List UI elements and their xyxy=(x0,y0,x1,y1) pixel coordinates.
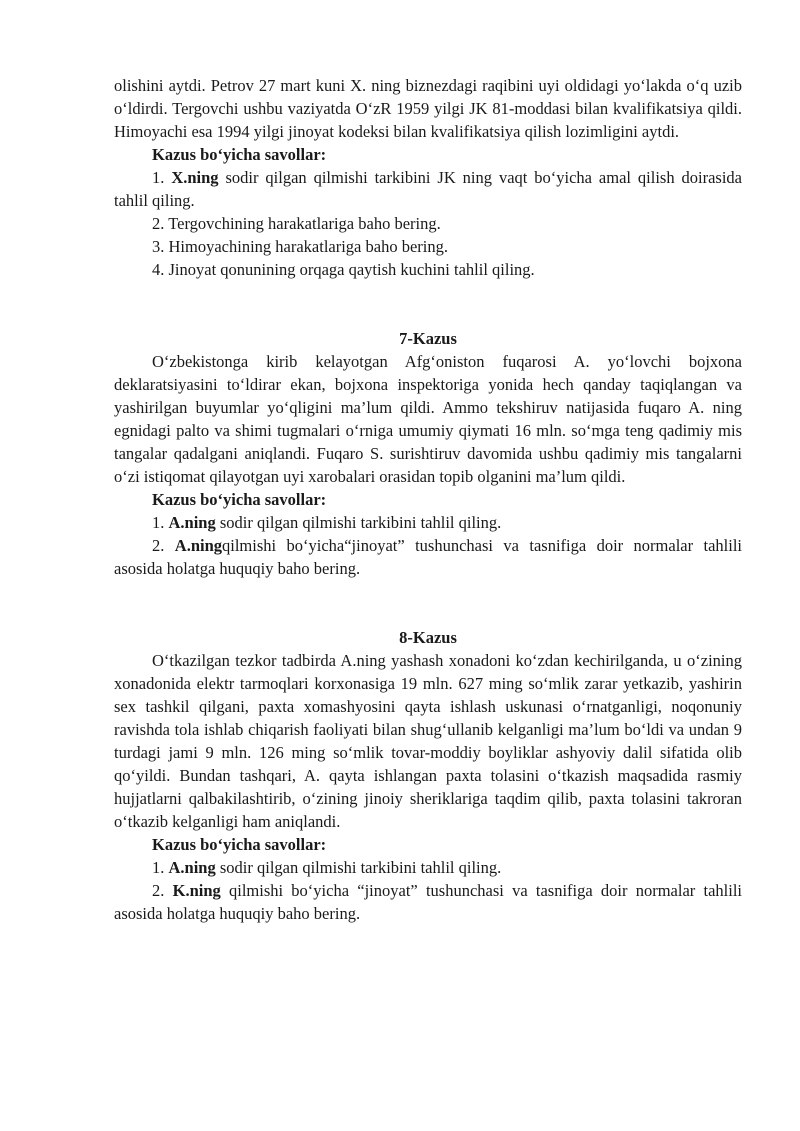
case7-q2-subject: A.ning xyxy=(174,536,223,555)
case7-q1-text: sodir qilgan qilmishi tarkibini tahlil qiling. xyxy=(215,513,502,532)
case8-title: 8-Kazus xyxy=(399,628,457,647)
case7-questions-heading: Kazus bo‘yicha savollar: xyxy=(152,490,327,509)
case8-questions-heading: Kazus bo‘yicha savollar: xyxy=(152,835,327,854)
case7-q1-subject: A.ning xyxy=(168,513,216,532)
case8-q1-subject: A.ning xyxy=(168,858,216,877)
intro-question-3: 3. Himoyachining harakatlariga baho bering. xyxy=(152,237,448,256)
case8-paragraph: O‘tkazilgan tezkor tadbirda A.ning yashash xonadoni ko‘zdan kechirilganda, u o‘zining xonadonida elektr tarmoqlari korxonasiga 19 mln. 627 ming so‘mlik zarar yetkazib, yashirin sex tashkil qilgani, paxta xomashyosini qayta ishlash uskunasi o‘rnatganligi, noqonuniy ravishda tola ishlab chiqarish faoliyati bilan shug‘ullanib kelganligi ma’lum bo‘ldi va undan 9 turdagi jami 9 mln. 126 ming so‘mlik tovar-moddiy boyliklar ashyoviy dalil sifatida olib qo‘yildi. Bundan tashqari, A. qayta ishlangan paxta tolasini o‘tkazish maqsadida rasmiy hujjatlarni qalbakilashtirib, o‘zining jinoiy sheriklariga taqdim qilib, paxta tolasini takroran o‘tkazib kelganligi ham aniqlandi. xyxy=(114,651,742,831)
case8-q2-number: 2. xyxy=(152,881,173,900)
case7-question-1 xyxy=(114,511,742,534)
case7-title: 7-Kazus xyxy=(399,329,457,348)
case8-q1-text: sodir qilgan qilmishi tarkibini tahlil qiling. xyxy=(215,858,502,877)
case7-paragraph: O‘zbekistonga kirib kelayotgan Afg‘oniston fuqarosi A. yo‘lovchi bojxona deklaratsiyasini to‘ldirar ekan, bojxona inspektoriga yonida hech qanday taqiqlangan va yashirilgan buyumlar yo‘qligini ma’lum qildi. Ammo tekshiruv natijasida fuqaro A. ning egnidagi palto va shimi tugmalari o‘rniga umumiy qiymati 16 mln. so‘mga teng qadimiy mis tangalar qadalgani aniqlandi. Fuqaro S. surishtiruv davomida ushbu qadimiy mis tangalarni o‘zi istiqomat qilayotgan uyi xarobalari orasidan topib olganini ma’lum qildi. xyxy=(114,352,742,486)
intro-q1-subject: X.ning xyxy=(171,168,219,187)
intro-q1-text: sodir qilgan qilmishi tarkibini JK ning vaqt bo‘yicha amal qilish doirasida tahlil qiling. xyxy=(114,168,743,210)
intro-question-1 xyxy=(114,166,742,212)
intro-question-2: 2. Tergovchining harakatlariga baho bering. xyxy=(152,214,441,233)
document-page xyxy=(114,74,742,925)
intro-question-4: 4. Jinoyat qonunining orqaga qaytish kuchini tahlil qiling. xyxy=(152,260,535,279)
section-spacer xyxy=(114,580,742,626)
case8-question-2 xyxy=(114,879,742,925)
intro-q1-number: 1. xyxy=(152,168,165,187)
case8-question-1 xyxy=(114,856,742,879)
case8-q2-subject: K.ning xyxy=(172,881,221,900)
section-spacer xyxy=(114,281,742,327)
case8-q1-number: 1. xyxy=(152,858,169,877)
case7-q1-number: 1. xyxy=(152,513,169,532)
intro-paragraph: olishini aytdi. Petrov 27 mart kuni X. ning biznezdagi raqibini uyi oldidagi yo‘lakda o‘q uzib o‘ldirdi. Tergovchi ushbu vaziyatda O‘zR 1959 yilgi JK 81-moddasi bilan kvalifikatsiya qildi. Himoyachi esa 1994 yilgi jinoyat kodeksi bilan kvalifikatsiya qilish lozimligini aytdi. xyxy=(114,76,742,141)
case7-q2-number: 2. xyxy=(152,536,175,555)
case7-q2-text: qilmishi bo‘yicha“jinoyat” tushunchasi va tasnifiga doir normalar tahlili asosida holatga huquqiy baho bering. xyxy=(114,536,743,578)
intro-questions-heading: Kazus bo‘yicha savollar: xyxy=(152,145,327,164)
case8-q2-text: qilmishi bo‘yicha “jinoyat” tushunchasi va tasnifiga doir normalar tahlili asosida holatga huquqiy baho bering. xyxy=(114,881,743,923)
case7-question-2 xyxy=(114,534,742,580)
